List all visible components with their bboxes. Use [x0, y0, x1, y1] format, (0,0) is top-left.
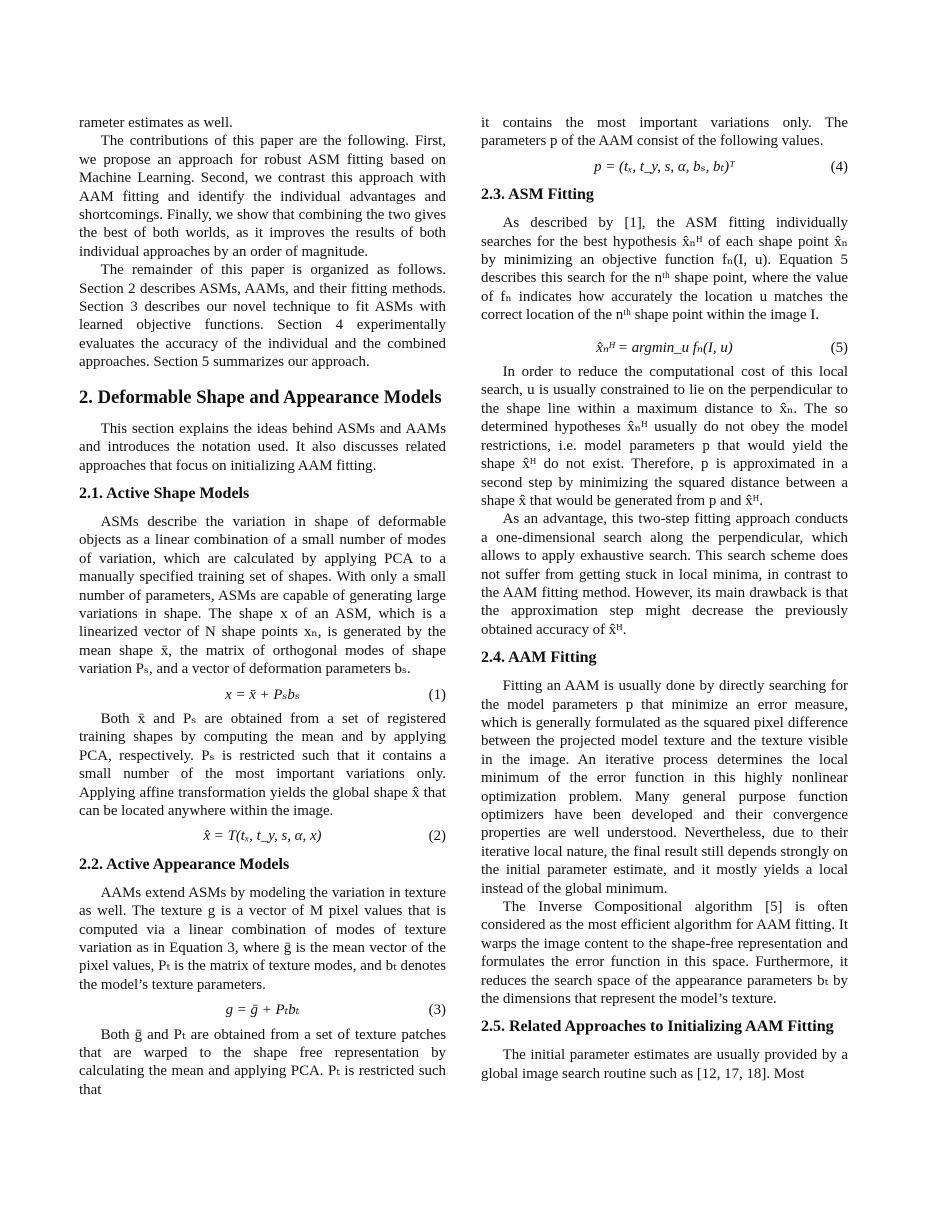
paragraph: AAMs extend ASMs by modeling the variation in texture as well. The texture g is a vector of M pixel values that is computed via a linear combination of modes of texture variation as in Equation 3, where ḡ is the mean vector of the pixel values, Pₜ is the matrix of texture modes, and bₜ denotes the model’s texture parameters. [79, 884, 446, 993]
subsection-heading: 2.2. Active Appearance Models [79, 855, 290, 873]
equation-number: (2) [428, 828, 446, 845]
paragraph: Fitting an AAM is usually done by directly searching for the model parameters p that minimize an error measure, which is generally formulated as the squared pixel difference between the projected model texture and the texture visible in the image. An iterative process determines the local minimum of the error function in this highly nonlinear optimization problem. Many general purpose function optimizers have been developed and their convergence properties are well understood. Nevertheless, due to their iterative local nature, the final result still depends strongly on the initial parameter estimate, and it mostly yields a local instead of the global minimum. [481, 678, 848, 897]
paragraph: it contains the most important variations only. The parameters p of the AAM consist of the following values. [481, 115, 848, 150]
right-column [481, 114, 848, 1083]
paragraph: As described by [1], the ASM fitting individually searches for the best hypothesis x̂ₙᴴ of each shape point x̂ₙ by minimizing an objective function fₙ(I, u). Equation 5 describes this search for the nᵗʰ shape point, where the value of fₙ indicates how accurately the location u matches the correct location of the nᵗʰ shape point within the image I. [481, 215, 848, 324]
paragraph: As an advantage, this two-step fitting approach conducts a one-dimensional search along the perpendicular, which allows to apply exhaustive search. This search scheme does not suffer from getting stuck in local minima, in contrast to the AAM fitting method. However, its main drawback is that the approximation step might decrease the previously obtained accuracy of x̂ᴴ. [481, 511, 848, 638]
subsection-heading: 2.1. Active Shape Models [79, 484, 250, 502]
equation-1 [79, 686, 446, 704]
paragraph: The remainder of this paper is organized as follows. Section 2 describes ASMs, AAMs, and their fitting methods. Section 3 describes our novel technique to fit ASMs with learned objective functions. Section 4 experimentally evaluates the accuracy of the individual and the combined approaches. Section 5 summarizes our approach. [79, 262, 446, 371]
paragraph: This section explains the ideas behind ASMs and AAMs and introduces the notation used. It also discusses related approaches that focus on initializing AAM fitting. [79, 420, 446, 474]
equation-number: (1) [428, 686, 446, 703]
equation-body: p = (tₓ, t_y, s, α, bₛ, bₜ)ᵀ [594, 158, 735, 175]
paragraph: Both ḡ and Pₜ are obtained from a set of texture patches that are warped to the shape free representation by calculating the mean and applying PCA. Pₜ is restricted such that [79, 1026, 446, 1098]
equation-5 [481, 339, 848, 357]
paragraph: The contributions of this paper are the following. First, we propose an approach for robust ASM fitting based on Machine Learning. Second, we contrast this approach with AAM fitting and identify the individual advantages and shortcomings. Finally, we show that combining the two gives the best of both worlds, as it improves the results of both individual approaches by an order of magnitude. [79, 133, 446, 260]
equation-3 [79, 1001, 446, 1019]
subsection-heading: 2.3. ASM Fitting [481, 186, 594, 204]
paragraph: The Inverse Compositional algorithm [5] is often considered as the most efficient algorithm for AAM fitting. It warps the image content to the shape-free representation and formulates the error function in this space. Furthermore, it reduces the search space of the appearance parameters bₜ by the dimensions that represent the model’s texture. [481, 899, 848, 1008]
paragraph: Both x̄ and Pₛ are obtained from a set of registered training shapes by computing the mean and by applying PCA, respectively. Pₛ is restricted such that it contains a small number of the most important variations only. Applying affine transformation yields the global shape x̂ that can be located anywhere within the image. [79, 710, 446, 819]
equation-number: (5) [830, 339, 848, 356]
paragraph: The initial parameter estimates are usually provided by a global image search routine such as [12, 17, 18]. Most [481, 1047, 848, 1082]
equation-2 [79, 827, 446, 845]
equation-body: g = ḡ + Pₜbₜ [225, 1002, 300, 1019]
equation-4 [481, 158, 848, 176]
section-heading: 2. Deformable Shape and Appearance Models [79, 386, 442, 408]
equation-body: x̂ₙᴴ = argmin_u fₙ(I, u) [596, 339, 733, 356]
paragraph: In order to reduce the computational cost of this local search, u is usually constrained to lie on the perpendicular to the shape line within a maximum distance to x̂ₙ. The so determined hypotheses x̂ₙᴴ usually do not obey the model restrictions, i.e. model parameters p that would yield the shape x̂ᴴ do not exist. Therefore, p is approximated in a second step by minimizing the squared distance between a shape x̂ that would be generated from p and x̂ᴴ. [481, 364, 848, 509]
paragraph: rameter estimates as well. [79, 115, 233, 131]
left-column [79, 114, 446, 1099]
equation-body: x̂ = T(tₓ, t_y, s, α, x) [203, 828, 322, 845]
subsection-heading: 2.5. Related Approaches to Initializing AAM Fitting [481, 1018, 834, 1036]
paragraph: ASMs describe the variation in shape of deformable objects as a linear combination of a small number of modes of variation, which are calculated by applying PCA to a manually specified training set of shapes. With only a small number of parameters, ASMs are capable of generating large variations in shape. The shape x of an ASM, which is a linearized vector of N shape points xₙ, is generated by the mean shape x̄, the matrix of orthogonal modes of shape variation Pₛ, and a vector of deformation parameters bₛ. [79, 513, 446, 678]
equation-number: (4) [830, 158, 848, 175]
subsection-heading: 2.4. AAM Fitting [481, 649, 597, 667]
equation-body: x = x̄ + Pₛbₛ [225, 686, 300, 703]
equation-number: (3) [428, 1002, 446, 1019]
